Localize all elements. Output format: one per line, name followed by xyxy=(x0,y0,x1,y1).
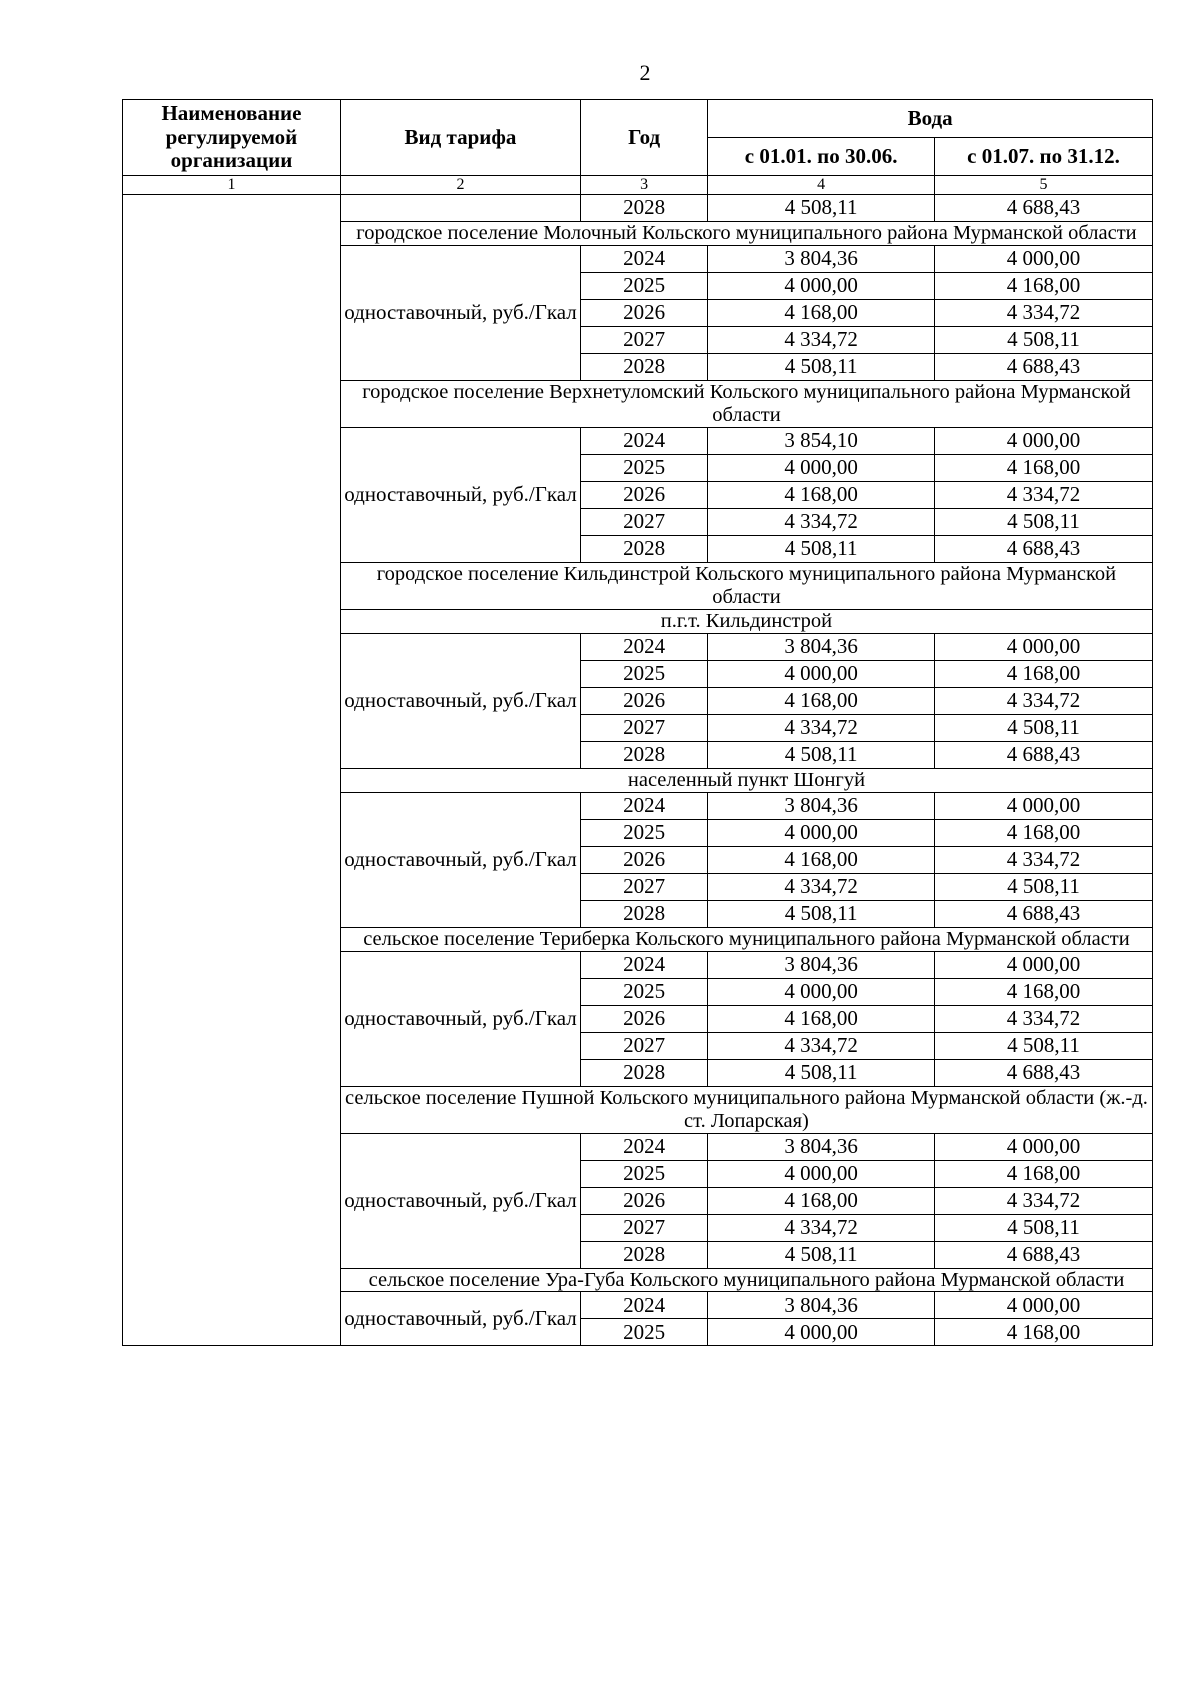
value-period-2: 4 000,00 xyxy=(935,951,1153,978)
value-period-1: 4 334,72 xyxy=(708,326,935,353)
value-period-1: 4 168,00 xyxy=(708,481,935,508)
tariff-type-cell xyxy=(340,195,580,222)
value-period-1: 4 508,11 xyxy=(708,900,935,927)
col-number: 3 xyxy=(581,176,708,195)
col-number: 5 xyxy=(935,176,1153,195)
col-number: 4 xyxy=(708,176,935,195)
year-cell: 2028 xyxy=(581,353,708,380)
value-period-2: 4 000,00 xyxy=(935,427,1153,454)
year-cell: 2026 xyxy=(581,846,708,873)
year-cell: 2025 xyxy=(581,1319,708,1346)
year-cell: 2028 xyxy=(581,741,708,768)
value-period-2: 4 508,11 xyxy=(935,714,1153,741)
value-period-1: 4 334,72 xyxy=(708,873,935,900)
value-period-1: 3 804,36 xyxy=(708,951,935,978)
value-period-2: 4 334,72 xyxy=(935,687,1153,714)
col-number: 2 xyxy=(340,176,580,195)
section-title: населенный пункт Шонгуй xyxy=(340,768,1152,792)
year-cell: 2024 xyxy=(581,245,708,272)
value-period-1: 4 000,00 xyxy=(708,272,935,299)
value-period-1: 4 000,00 xyxy=(708,819,935,846)
value-period-1: 3 804,36 xyxy=(708,245,935,272)
value-period-1: 4 508,11 xyxy=(708,741,935,768)
section-title: городское поселение Молочный Кольского муниципального района Мурманской области xyxy=(340,222,1152,246)
col-number: 1 xyxy=(123,176,341,195)
value-period-1: 4 508,11 xyxy=(708,1059,935,1086)
year-cell: 2028 xyxy=(581,900,708,927)
value-period-1: 4 000,00 xyxy=(708,978,935,1005)
value-period-1: 3 804,36 xyxy=(708,1292,935,1319)
value-period-2: 4 000,00 xyxy=(935,1133,1153,1160)
year-cell: 2026 xyxy=(581,481,708,508)
value-period-2: 4 000,00 xyxy=(935,633,1153,660)
value-period-1: 4 334,72 xyxy=(708,508,935,535)
value-period-2: 4 688,43 xyxy=(935,195,1153,222)
value-period-2: 4 334,72 xyxy=(935,1005,1153,1032)
value-period-1: 4 168,00 xyxy=(708,846,935,873)
year-cell: 2024 xyxy=(581,1292,708,1319)
header-period-1: с 01.01. по 30.06. xyxy=(708,138,935,176)
header-water: Вода xyxy=(708,100,1153,138)
year-cell: 2027 xyxy=(581,1032,708,1059)
page-number: 2 xyxy=(639,60,651,85)
year-cell: 2025 xyxy=(581,1160,708,1187)
year-cell: 2024 xyxy=(581,1133,708,1160)
value-period-1: 3 804,36 xyxy=(708,792,935,819)
section-subtitle: п.г.т. Кильдинстрой xyxy=(340,609,1152,633)
value-period-1: 4 334,72 xyxy=(708,1032,935,1059)
value-period-1: 4 000,00 xyxy=(708,454,935,481)
value-period-2: 4 508,11 xyxy=(935,508,1153,535)
year-cell: 2025 xyxy=(581,454,708,481)
year-cell: 2026 xyxy=(581,1187,708,1214)
year-cell: 2024 xyxy=(581,792,708,819)
value-period-2: 4 000,00 xyxy=(935,245,1153,272)
header-year: Год xyxy=(581,100,708,176)
value-period-1: 4 000,00 xyxy=(708,660,935,687)
value-period-2: 4 688,43 xyxy=(935,353,1153,380)
year-cell: 2028 xyxy=(581,1059,708,1086)
value-period-2: 4 000,00 xyxy=(935,1292,1153,1319)
tariff-type-cell: одноставочный, руб./Гкал xyxy=(340,1133,580,1268)
year-cell: 2025 xyxy=(581,272,708,299)
value-period-1: 4 508,11 xyxy=(708,1241,935,1268)
year-cell: 2024 xyxy=(581,633,708,660)
value-period-1: 4 508,11 xyxy=(708,535,935,562)
value-period-2: 4 168,00 xyxy=(935,272,1153,299)
value-period-2: 4 688,43 xyxy=(935,741,1153,768)
year-cell: 2026 xyxy=(581,1005,708,1032)
value-period-1: 4 000,00 xyxy=(708,1319,935,1346)
value-period-1: 3 804,36 xyxy=(708,1133,935,1160)
year-cell: 2028 xyxy=(581,1241,708,1268)
tariff-table xyxy=(122,99,1153,1346)
value-period-1: 4 168,00 xyxy=(708,1005,935,1032)
value-period-2: 4 168,00 xyxy=(935,454,1153,481)
org-name-cell xyxy=(123,195,341,1346)
value-period-2: 4 688,43 xyxy=(935,1059,1153,1086)
section-title: городское поселение Кильдинстрой Кольского муниципального района Мурманской области xyxy=(340,562,1152,609)
value-period-2: 4 688,43 xyxy=(935,535,1153,562)
year-cell: 2026 xyxy=(581,299,708,326)
value-period-1: 4 168,00 xyxy=(708,687,935,714)
year-cell: 2027 xyxy=(581,508,708,535)
value-period-2: 4 334,72 xyxy=(935,481,1153,508)
section-title: сельское поселение Ура-Губа Кольского муниципального района Мурманской области xyxy=(340,1268,1152,1292)
value-period-1: 4 168,00 xyxy=(708,299,935,326)
value-period-1: 4 508,11 xyxy=(708,353,935,380)
year-cell: 2027 xyxy=(581,714,708,741)
section-title: сельское поселение Пушной Кольского муниципального района Мурманской области (ж.-д. ст. Лопарская) xyxy=(340,1086,1152,1133)
tariff-type-cell: одноставочный, руб./Гкал xyxy=(340,1292,580,1346)
value-period-2: 4 334,72 xyxy=(935,846,1153,873)
value-period-1: 4 168,00 xyxy=(708,1187,935,1214)
value-period-2: 4 168,00 xyxy=(935,1160,1153,1187)
tariff-type-cell: одноставочный, руб./Гкал xyxy=(340,633,580,768)
value-period-1: 4 334,72 xyxy=(708,1214,935,1241)
year-cell: 2028 xyxy=(581,535,708,562)
tariff-type-cell: одноставочный, руб./Гкал xyxy=(340,792,580,927)
value-period-1: 4 508,11 xyxy=(708,195,935,222)
year-cell: 2024 xyxy=(581,427,708,454)
year-cell: 2027 xyxy=(581,326,708,353)
value-period-2: 4 000,00 xyxy=(935,792,1153,819)
value-period-2: 4 688,43 xyxy=(935,900,1153,927)
header-org-name: Наименование регулируемой организации xyxy=(123,100,341,176)
value-period-2: 4 334,72 xyxy=(935,1187,1153,1214)
year-cell: 2026 xyxy=(581,687,708,714)
value-period-2: 4 168,00 xyxy=(935,1319,1153,1346)
header-tariff-type: Вид тарифа xyxy=(340,100,580,176)
value-period-2: 4 508,11 xyxy=(935,1032,1153,1059)
value-period-1: 3 804,36 xyxy=(708,633,935,660)
value-period-2: 4 168,00 xyxy=(935,660,1153,687)
year-cell: 2024 xyxy=(581,951,708,978)
section-title: сельское поселение Териберка Кольского муниципального района Мурманской области xyxy=(340,927,1152,951)
value-period-2: 4 508,11 xyxy=(935,873,1153,900)
tariff-type-cell: одноставочный, руб./Гкал xyxy=(340,245,580,380)
tariff-type-cell: одноставочный, руб./Гкал xyxy=(340,427,580,562)
value-period-2: 4 168,00 xyxy=(935,819,1153,846)
value-period-2: 4 688,43 xyxy=(935,1241,1153,1268)
value-period-2: 4 334,72 xyxy=(935,299,1153,326)
year-cell: 2025 xyxy=(581,819,708,846)
year-cell: 2027 xyxy=(581,873,708,900)
value-period-1: 3 854,10 xyxy=(708,427,935,454)
year-cell: 2027 xyxy=(581,1214,708,1241)
section-title: городское поселение Верхнетуломский Кольского муниципального района Мурманской области xyxy=(340,380,1152,427)
header-period-2: с 01.07. по 31.12. xyxy=(935,138,1153,176)
value-period-2: 4 168,00 xyxy=(935,978,1153,1005)
value-period-2: 4 508,11 xyxy=(935,326,1153,353)
year-cell: 2028 xyxy=(581,195,708,222)
value-period-2: 4 508,11 xyxy=(935,1214,1153,1241)
year-cell: 2025 xyxy=(581,660,708,687)
tariff-type-cell: одноставочный, руб./Гкал xyxy=(340,951,580,1086)
year-cell: 2025 xyxy=(581,978,708,1005)
value-period-1: 4 334,72 xyxy=(708,714,935,741)
value-period-1: 4 000,00 xyxy=(708,1160,935,1187)
